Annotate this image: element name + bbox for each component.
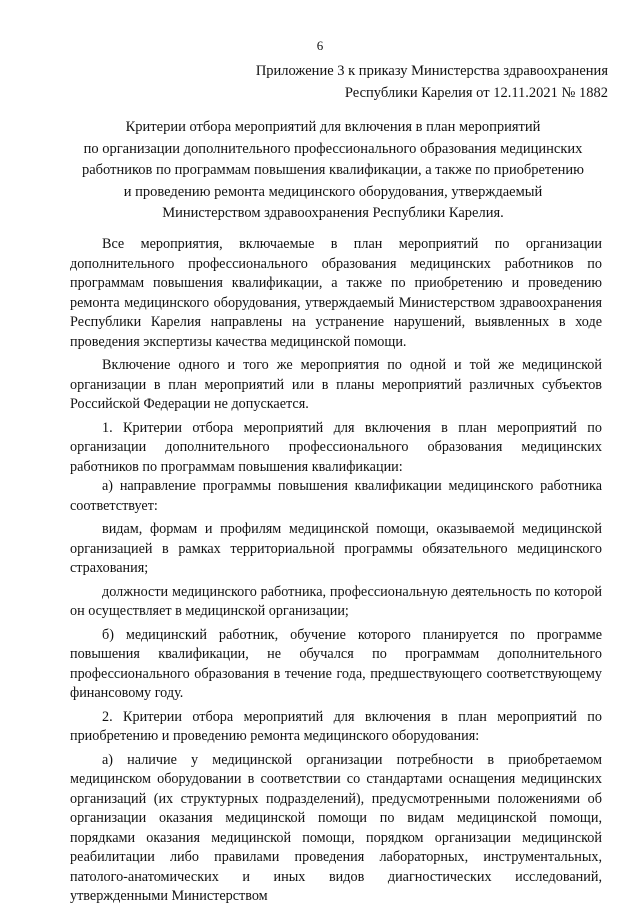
paragraph: а) наличие у медицинской организации потребности в приобретаемом медицинском оборудовании в соответствии со стандартами оснащения медицинских организаций (их структурных подразделений), предусмотренными положениями об организации оказания медицинской помощи по видам медицинской помощи, порядками оказания медицинской помощи, порядком организации медицинской реабилитации либо правилами проведения лабораторных, инструментальных, патолого-анатомических и иных видов диагностических исследований, утвержденными Министерством	[70, 751, 602, 904]
page-number: 6	[316, 38, 324, 53]
paragraph: 2. Критерии отбора мероприятий для включения в план мероприятий по приобретению и проведению ремонта медицинского оборудования:	[70, 708, 602, 744]
appendix-line-1: Приложение 3 к приказу Министерства здравоохранения	[255, 63, 608, 79]
paragraph: 1. Критерии отбора мероприятий для включения в план мероприятий по организации дополнительного профессионального образования медицинских работников по программам повышения квалификации:	[70, 419, 602, 475]
title-line-1: Критерии отбора мероприятий для включения в план мероприятий	[125, 119, 541, 135]
title-line-2: по организации дополнительного профессионального образования медицинских	[83, 140, 583, 157]
title-line-3: работников по программам повышения квалификации, а также по приобретению	[81, 162, 585, 178]
appendix-line-2: Республики Карелия от 12.11.2021 № 1882	[344, 85, 608, 101]
paragraph: а) направление программы повышения квалификации медицинского работника соответствует:	[70, 478, 602, 514]
paragraph: Включение одного и того же мероприятия по одной и той же медицинской организации в план мероприятий или в планы мероприятий различных субъектов Российской Федерации не допускается.	[70, 357, 602, 412]
paragraph: Все мероприятия, включаемые в план мероприятий по организации дополнительного профессионального образования медицинских работников по программам повышения квалификации, а также по приобретению и проведению ремонта медицинского оборудования, утверждаемый Министерством здравоохранения Республики Карелия направлены на устранение нарушений, выявленных в ходе проведения экспертизы качества медицинской помощи.	[70, 236, 602, 350]
paragraph: видам, формам и профилям медицинской помощи, оказываемой медицинской организацией в рамках территориальной программы обязательного медицинского страхования;	[70, 521, 602, 576]
paragraph: б) медицинский работник, обучение которого планируется по программе повышения квалификации, не обучался по программам дополнительного профессионального образования в течение года, предшествующего соответствующему финансовому году.	[70, 626, 602, 701]
appendix-header	[188, 60, 608, 104]
title-line-5: Министерством здравоохранения Республики Карелия.	[162, 205, 504, 221]
document-title	[60, 117, 606, 225]
document-body	[70, 235, 602, 907]
title-line-4: и проведению ремонта медицинского оборудования, утверждаемый	[123, 183, 543, 200]
paragraph: должности медицинского работника, профессиональную деятельность по которой он осуществляет в медицинской организации;	[70, 583, 602, 619]
